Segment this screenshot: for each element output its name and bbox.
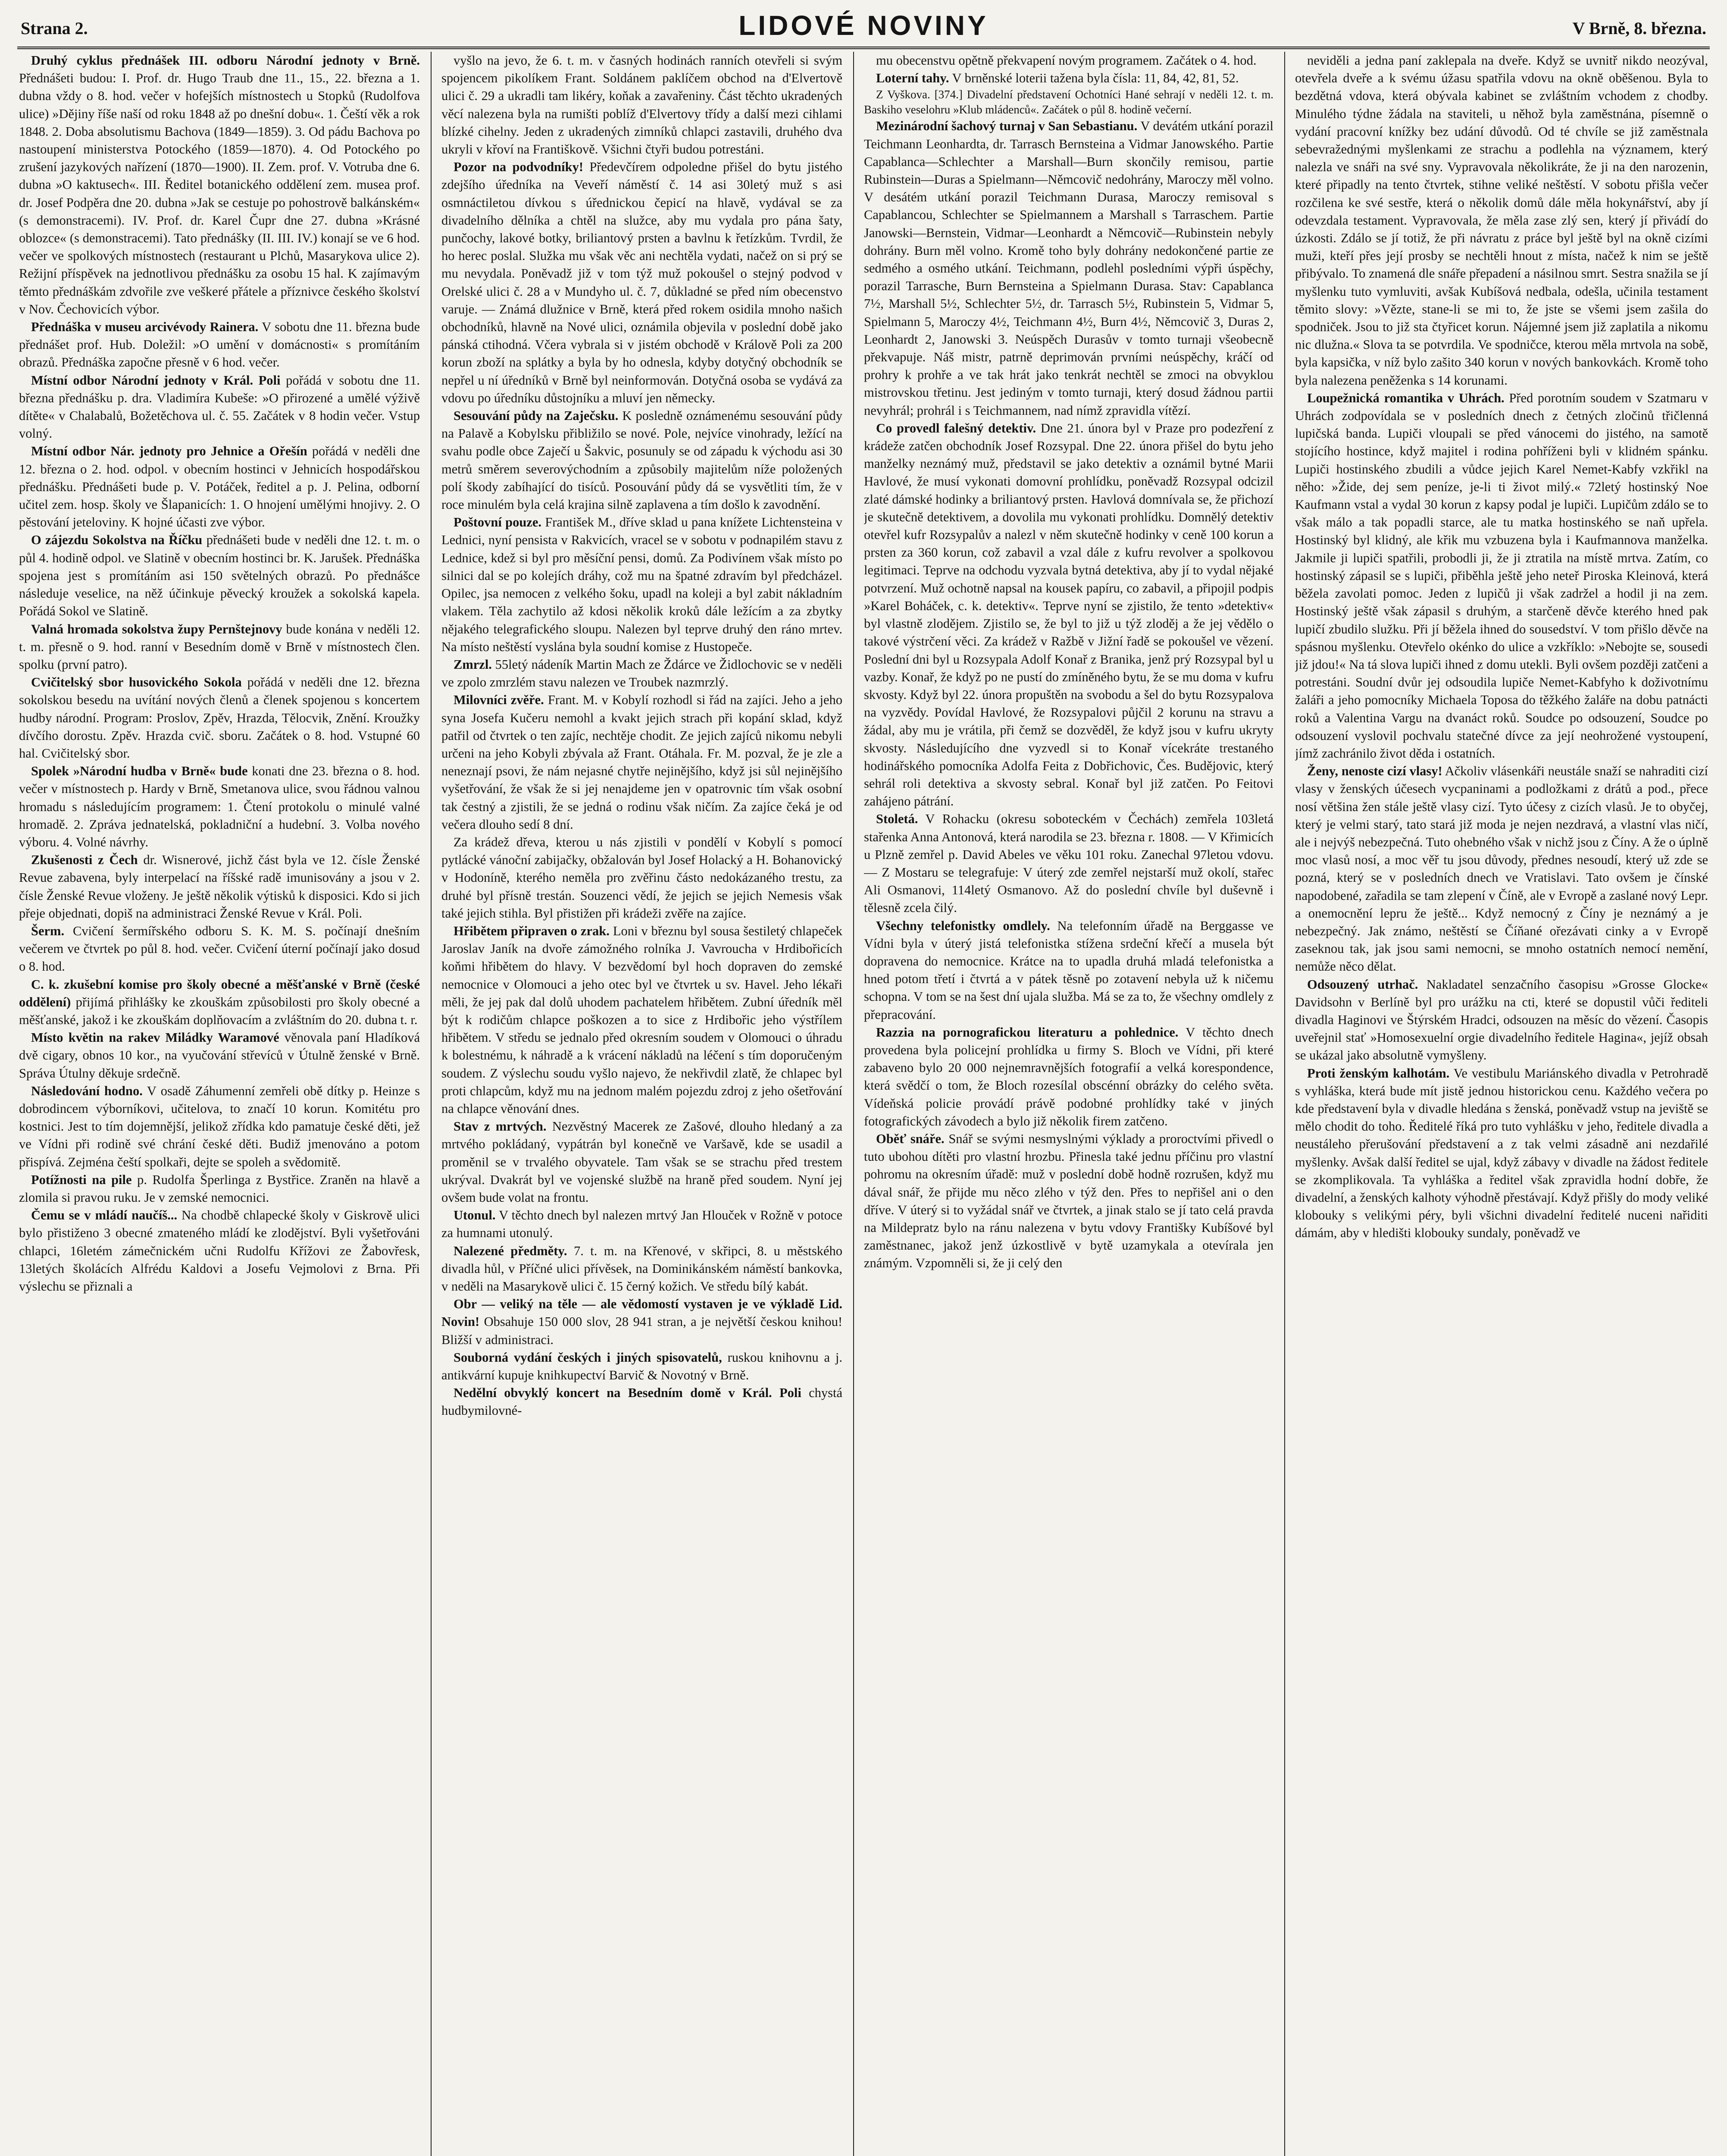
article [864, 810, 1273, 917]
column-rule [1284, 52, 1285, 2156]
article-body: V těchto dnech provedena byla policejní prohlídka u firmy S. Bloch ve Vídni, při které zabaveno bylo 20 000 nejnemravnějších fotografií a velká korespondence, která svědčí o tom, že Bloch rozesílal obscénní obrázky do celého světa. Vídeňská policie provádí právě podobné prohlídky také v jiných fotografických závodech a bylo již několik firem zatčeno. [864, 1025, 1273, 1128]
article [441, 52, 842, 158]
article-body: V osadě Záhumenní zemřeli obě dítky p. Heinze s dobrodincem výborníkovi, učitelova, to značí 10 korun. Komitétu pro kostnici. Jest to tím dojemnější, jelikož zřídka kdo pamatuje české děti, jež ve Vídni při rodině své chrání české děti. Budiž jmenováno a potom přispívá. Zejména čeští spolkaři, dejte se spoleh a svědomitě. [19, 1083, 420, 1169]
article-headline: Ženy, nenoste cizí vlasy! [1307, 764, 1442, 779]
article [441, 158, 842, 407]
article-headline: Hřibětem připraven o zrak. [454, 923, 610, 938]
article-body: přijímá přihlášky ke zkouškám způsobilosti pro školy obecné a měšťanské, jakož i ke zkouškám doplňovacím a zvláštním do 20. dubna t. r. [19, 994, 420, 1027]
article-headline: Přednáška v museu arcivévody Rainera. [31, 320, 259, 335]
article [19, 620, 420, 674]
article [19, 1206, 420, 1295]
article-headline: Potížnosti na pile [31, 1172, 132, 1187]
article-headline: Odsouzený utrhač. [1307, 977, 1418, 992]
article-headline: Proti ženským kalhotám. [1307, 1065, 1450, 1081]
article-headline: Zkušenosti z Čech [31, 852, 138, 868]
article-body: přednášeti bude v neděli dne 12. t. m. o půl 4. hodině odpol. ve Slatině v obecním hostinci br. K. Jarušek. Přednáška spojena jest s promítáním asi 150 světelných obrazů. Po přednášce následuje veselice, na něž účinkuje pěvecký kroužek a sokolská kapela. Pořádá Sokol ve Slatině. [19, 533, 420, 619]
article-body: V těchto dnech byl nalezen mrtvý Jan Hlouček v Rožně v potoce za humnami utonulý. [441, 1208, 842, 1241]
article-headline: Loupežnická romantika v Uhrách. [1307, 390, 1505, 405]
article-headline: Sesouvání půdy na Zaječsku. [454, 408, 619, 423]
article-body: Za krádež dřeva, kterou u nás zjistili v pondělí v Kobylí s pomocí pytlácké vánoční zabijačky, obžalován byl Josef Holacký a H. Bohanovický v Hodoníně, kterého neměla pro zvěřinu částo nedokázaného trestu, za druhé byl přísně trestán. Souzenci vědí, že jejich se jejich Nemesis však také jejich stihla. Byl přistižen při krádeži zvěře na zajíce. [441, 834, 842, 921]
article [19, 762, 420, 851]
article-headline: Souborná vydání českých i jiných spisovatelů, [454, 1350, 722, 1365]
article-headline: Loterní tahy. [876, 71, 949, 86]
article [864, 1024, 1273, 1130]
newspaper-title: LIDOVÉ NOVINY [738, 10, 989, 41]
article-body: Ve vestibulu Mariánského divadla v Petrohradě s vyhláška, která bude mít jistě jednou historickou cenu. Každého večera po kde představení byla v divadle hledána s ženská, poněvadž vstup na jeviště se mělo chodit do toho. Ředitelé říká pro tuto vyhlášku v jeho, ředitele divadla a neustáleho přerušování představení a z tak velmi zásadně ani nezdařilé myšlenky. Avšak další ředitel se ujal, když zábavy v divadle na žádost ředitele se zkomplikovala. Ta vyhláška a ředitel však zpravidla hodní dobře, že divadelní, a ženských kalhoty výhodně přestávají. Když přišly do mody veliké klobouky s velikými péry, byli všichni divadelní ředitelé nuceni nařiditi dámám, aby v hledišti klobouky sundaly, poněvadž ve [1295, 1065, 1708, 1241]
article-headline: Pozor na podvodníky! [454, 160, 583, 175]
article-headline: Nedělní obvyklý koncert na Besedním domě v Král. Poli [454, 1385, 801, 1401]
article [441, 656, 842, 691]
article [19, 1171, 420, 1206]
article-headline: Následování hodno. [31, 1083, 143, 1098]
article-body: Dne 21. února byl v Praze pro podezření z krádeže zatčen obchodník Josef Rozsypal. Dne 22. února přišel do bytu jeho manželky neznámý muž, představil se jako detektiv a oznámil bytné Marii Havlové, že musí vykonati domovní prohlídku, poněvadž Rozsypal odcizil zlaté dámské hodinky a briliantový prsten. Havlová domnívala se, že přichozí je skutečně detektivem, a dovolila mu vykonati prohlídku. Domnělý detektiv otevřel kufr Rozsypalův a nalezl v něm skutečně hodinky v ceně 100 korun a prsten za 360 korun, což zabavil a vzal dále z kufru revolver a spolkovou legitimaci. Teprve na odchodu vyzvala bytná detektiva, aby jí to vydal nějaké potvrzení. Muž ochotně napsal na kousek papíru, co zabavil, a připojil podpis »Karel Boháček, c. k. detektiv«. Teprve nyní se zjistilo, že tento »detektiv« byl vlastně zlodějem. Zjistilo se, že byl to již u týž zloděj a že jej vědělo o takové výstrčení věci. Za krádež v Ražbě v Jižní řadě se pokoušel ve vězení. Poslední dni byl u Rozsypala Adolf Konař z Branika, jenž prý Rozsypal byl u vazby. Konař, že když po ne pustí do zmíněného bytu, že se mu doma v kufru skvosty. Když byl 22. února propuštěn na svobodu a šel do bytu Rozsypalova na vyzvědy. Povídal Havlové, že Rozsypalovi půjčil 2 korunu na stravu a žádal, aby mu je vrátila, při čemž se dozvěděl, že když jsou v kufru ukryty skvosty. Následujícího dne vyzvedl si to Konař vícekráte trestaného hodinářského pomocníka Adolfa Feita z Dobřichovic, Čes. Budějovic, který sehrál roli detektiva a skvosty sebral. Konař byl již zatčen. Po Feitovi zahájeno pátrání. [864, 420, 1273, 809]
column-2 [441, 52, 842, 2156]
article [19, 442, 420, 531]
article [19, 372, 420, 443]
article-body: 7. t. m. na Křenové, v skřipci, 8. u městského divadla hůl, v Příčné ulici přívěsek, na Dominikánském náměstí bankovka, v neděli na Masarykově ulici č. 15 černý kožich. Ve středu bílý kabát. [441, 1243, 842, 1294]
article [441, 691, 842, 834]
article [19, 851, 420, 922]
article [441, 1384, 842, 1420]
article-headline: Razzia na pornografickou literaturu a pohlednice. [876, 1025, 1179, 1040]
article-body: K posledně oznámenému sesouvání půdy na Palavě a Kobylsku přibližilo se nové. Pole, nejvíce vinohrady, ležící na svahu podle obce Zaječí u Šakvic, posunuly se od západu k východu asi 30 metrů směrem severovýchodním a způsobily majitelům níže položených polí škody zabíhající do tisíců. Posouvání půdy dá se vysvětliti tím, že v roce minulém byla celá krajina silně zaplavena a tím došlo k zavodnění. [441, 408, 842, 512]
article-body: neviděli a jedna paní zaklepala na dveře. Když se uvnitř nikdo neozýval, otevřela dveře a k svému úžasu spatřila vdovu na okně oběšenou. Byla to bezdětná vdova, která obývala kabinet se zvláštním vchodem z chodby. Minulého týdne žádala na staviteli, u něhož byla zaměstnána, písemně o vydání pracovní knížky bez udání důvodů. Od té chvíle se již zaměstnala sebevražednými myšlenkami ze strachu a podlehla na významem, který nalezla ve snáři na své sny. Vypravovala několikráte, že ji na den narozenin, které připadly na tento čtvrtek, stihne veliké neštěstí. V sobotu přišla večer rozčilena ke své sestře, která o několik domů dále měla hokynářství, aby jí odevzdala testament. Vypravovala, že měla zase zlý sen, který jí přivádí do úzkosti. Zdálo se jí totiž, že při návratu z práce byl ještě byl na okně cizími muži, kteří přes její prosby se nechtěli hnout z místa, načež k nim se ještě přibývalo. To znamená dle snáře přepadení a násilnou smrt. Sestra snažila se jí myšlenku tuto vymluviti, avšak Kubíšová nedbala, odešla, učinila testament těmito slovy: »Vězte, stane-li se mi to, že jste se všemi jsem zašila do spodniček. Jsou to již sta čtyřicet korun. Nájemné jsem již zaplatila a nikomu nic dlužna.« Slova ta se potvrdila. Ve spodničce, kterou měla mrtvola na sobě, byla kapsička, v níž bylo zašito 340 korun v nových bankovkách. Kromě toho byla nalezena peněženka s 14 korunami. [1295, 53, 1708, 388]
article-headline: Mezinárodní šachový turnaj v San Sebastianu. [876, 119, 1138, 134]
article-headline: Spolek »Národní hudba v Brně« bude [31, 764, 248, 779]
article-body: pořádá v neděli dne 12. března sokolskou besedu na uvítání nových členů a členek spojenou s koncertem hudby národní. Program: Proslov, Zpěv, Hrazda, Tělocvik, Znění. Kroužky dívčího dorostu. Zpěv. Hrazda cvič. sboru. Začátek o 8. hod. Vstupné 60 hal. Cvičitelský sbor. [19, 675, 420, 761]
article-headline: C. k. zkušební komise pro školy obecné a měšťanské v Brně (české oddělení) [19, 977, 420, 1009]
article [441, 1242, 842, 1296]
article [19, 531, 420, 620]
article-headline: Všechny telefonistky omdlely. [876, 918, 1050, 933]
article-headline: Stoletá. [876, 812, 918, 827]
article-body: vyšlo na jevo, že 6. t. m. v časných hodinách ranních otevřeli si svým spojencem pikolíkem Frant. Soldánem paklíčem obchod na d'Elvertově ulici č. 29 a ukradli tam likéry, koňak a zavařeniny. Část těchto ukradených věcí nalezena byla na rumišti poblíž d'Elvertovy třídy a další mezi cihlami blízké cihelny. Jeden z ukradených zimníků chlapci zastavili, druhého dva ukryli v křoví na Františkově. Všichni čtyři budou potrestáni. [441, 53, 842, 157]
article [864, 1130, 1273, 1272]
article [441, 1206, 842, 1242]
column-4 [1295, 52, 1708, 2156]
article [1295, 389, 1708, 762]
article-body: Nakladatel senzačního časopisu »Grosse Glocke« Davidsohn v Berlíně byl pro urážku na cti, které se dopustil vůči řediteli divadla Haginovi ve Štýrském Hradci, odsouzen na měsíc do vězení. Časopis uveřejnil stať »Homosexuelní orgie divadelního ředitele Hagina«, jejíž obsah se ukázal jako absolutně vymyšleny. [1295, 977, 1708, 1063]
article-body: mu obecenstvu opětně překvapení novým programem. Začátek o 4. hod. [876, 53, 1257, 68]
article [1295, 976, 1708, 1065]
article [864, 917, 1273, 1024]
column-1 [19, 52, 420, 2156]
article-body: konati dne 23. března o 8. hod. večer v místnostech p. Hardy v Brně, Smetanova ulice, svou řádnou valnou hromadu s následujícím programem: 1. Čtení protokolu o minulé valné hromadě. 2. Zpráva jednatelská, pokladniční a hudební. 3. Volba nového výboru. 4. Volné návrhy. [19, 764, 420, 849]
article-headline: Oběť snáře. [876, 1131, 945, 1146]
article [19, 976, 420, 1029]
article-body: Obsahuje 150 000 slov, 28 941 stran, a je největší českou knihou! Bližší v administraci. [441, 1314, 842, 1347]
article-body: V devátém utkání porazil Teichmann Leonhardta, dr. Tarrasch Bernsteina a Vidmar Janowského. Partie Capablanca—Schlechter a Marshall—Burn skončily remisou, partie Rubinstein—Duras a Spielmann—Němcovič nedohrány, Maroczy měl volno. V desátém utkání porazil Teichmann Durasa, Maroczy remisoval s Capablancou, Schlechter se Spielmannem a Marshall s Tarraschem. Partie Janowski—Bernstein, Vidmar—Leonhardt a Němcovič—Rubinstein nebyly dohrány. Burn měl volno. Kromě toho byly dohrány nedokončené partie ze sedmého a osmého utkání. Teichmann, podlehl posledními výpři úspěchy, porazil Tarrasche, Burn Bernsteina a Spielmann Durasa. Stav: Capablanca 7½, Marshall 5½, Schlechter 5½, dr. Tarrasch 5½, Rubinstein 5, Vidmar 5, Spielmann 5, Maroczy 4½, Teichmann 4½, Burn 4½, Němcovič 3, Duras 2, Leonhardt 2, Janowski 3. Neúspěch Durasův v tomto turnaji všeobecně překvapuje. Náš mistr, patrně deprimován prvními neúspěchy, kráčí od prohry k prohře a ve tak hrát jako tenkrát nechtěl se zmoci na obvyklou mistrovskou třetinu. Jest jediným v tomto turnaji, který dosud žádnou partii nevyhrál; prohrál i s Teichmannem, nad nímž zpravidla vítězí. [864, 119, 1273, 418]
article-headline: Milovníci zvěře. [454, 693, 544, 708]
column-3 [864, 52, 1273, 2156]
article-body: V sobotu dne 11. března bude přednášet prof. Hub. Doležil: »O umění v domácnosti« s promítáním obrazů. Přednáška započne přesně v 6 hod. večer. [19, 320, 420, 370]
article-body: Nezvěstný Macerek ze Zašové, dlouho hledaný a za mrtvého pokládaný, vypátrán byl konečně ve Varšavě, kde se usadil a proměnil se v trvalého obyvatele. Tam však se se strachu před trestem ukrýval. Dvakrát byl ve vojenské službě na hraně před soudem. Nyní jej ovšem bude volat na frontu. [441, 1119, 842, 1205]
article [1295, 52, 1708, 389]
article-body: Z Vyškova. [374.] Divadelní představení Ochotníci Hané sehrají v neděli 12. t. m. Baskiho veselohru »Klub mládenců«. Začátek o půl 8. hodině večerní. [864, 88, 1273, 116]
article-headline: Čemu se v mládí naučíš... [31, 1208, 178, 1223]
article [19, 1082, 420, 1171]
article [19, 52, 420, 318]
article-body: Cvičení šermířského odboru S. K. M. S. počínají dnešním večerem ve čtvrtek po půl 8. hod. večer. Cvičení úterní počínají jako dosud o 8. hod. [19, 923, 420, 974]
article-body: V Rohacku (okresu soboteckém v Čechách) zemřela 103letá stařenka Anna Antonová, která narodila se 23. března r. 1808. — V Křimicích u Plzně zemřel p. David Abeles ve věku 101 roku. Zanechal 97letou vdovu. — Z Mostaru se telegrafuje: V úterý zde zemřel nejstarší muž okolí, stařec Ali Osmanovi, 114letý Osmanovo. Až do poslední chvíle byl duševně i tělesně zcela čilý. [864, 812, 1273, 915]
column-rule [431, 52, 432, 2156]
article-body: pořádá v sobotu dne 11. března přednášku p. dra. Vladimíra Kubeše: »O přirozené a umělé výživě dítěte« v Chalabalů, Božetěchova ul. č. 55. Začátek v 8 hodin večer. Vstup volný. [19, 373, 420, 441]
article-headline: Nalezené předměty. [454, 1243, 567, 1258]
article-body: dr. Wisnerové, jichž část byla ve 12. čísle Ženské Revue zabavena, byly interpelací na říšské radě imunisovány a jsou v 2. čísle Ženské Revue vloženy. Je ještě několik výtisků k disposici. Kdo si jich přeje objednati, dopiš na administraci Ženské Revue v Král. Poli. [19, 852, 420, 921]
article-body: Loni v březnu byl sousa šestiletý chlapeček Jaroslav Janík na dvoře zámožného rolníka J. Vavroucha v Hrdibořicích koňmi hřibětem do hlavy. V bezvědomí byl hoch dopraven do zemské nemocnice v Olomouci a jeho otec byl ve čtvrtek u sv. Havel. Jeho lékaři měli, že jej pak dal dolů uhodem pachatelem hřibětem. Zubní úředník měl být k rodičům chlapce poškozen a to sice z Hrdibořic jeho výstřílem hřibětem. V středu se jednalo před okresním soudem v Olomouci o úhradu k bolestnému, k náhradě a k vrácení nákladů na léčení s tím doporučeným soudem. Z výslechu soudu vyšlo najevo, že nekřivdil zlatě, že chlapec byl proti chlapcům, když mu na jednom malém pojezdu zdroj z jeho ošetřování na chlapce věnování dnes. [441, 923, 842, 1116]
article [441, 922, 842, 1118]
article-headline: Poštovní pouze. [454, 515, 542, 530]
article-body: p. Rudolfa Šperlinga z Bystřice. Zraněn na hlavě a zlomila si pravou ruku. Je v zemské nemocnici. [19, 1172, 420, 1205]
article [864, 420, 1273, 810]
article-headline: Místo květin na rakev Miládky Waramové [31, 1030, 279, 1045]
place-date: V Brně, 8. března. [1572, 19, 1706, 38]
article-body: chystá hudbymilovné- [441, 1385, 842, 1418]
article [19, 674, 420, 762]
article-headline: Co provedl falešný detektiv. [876, 420, 1036, 436]
article-headline: Valná hromada sokolstva župy Pernštejnovy [31, 621, 282, 636]
article [864, 69, 1273, 87]
article-headline: Druhý cyklus přednášek III. odboru Národní jednoty v Brně. [31, 53, 420, 68]
masthead [17, 9, 1710, 49]
article-headline: Šerm. [31, 923, 65, 938]
article [441, 407, 842, 514]
article-headline: Zmrzl. [454, 657, 492, 672]
article-body: 55letý nádeník Martin Mach ze Ždárce ve Židlochovic se v neděli ve zpolo zmrzlém stavu nalezen ve Troubek nazmrzlý. [441, 657, 842, 690]
article-headline: O zájezdu Sokolstva na Říčku [31, 533, 203, 548]
article-body: Ačkoliv vlásenkáři neustále snaží se nahraditi cizí vlasy v ženských účesech vycpaninami a podložkami z drátů a pod., přece nosí většina žen stále ještě vlasy cizí. Tyto účesy z cizích vlasů. Je to obyčej, který je velmi starý, tato stará již moda je nejen nezdravá, a vlastní vlas ničí, ale i nejvýš nebezpečná. Tuto ohebného však v nichž jsou z Číny. A že o úplně moc vlasů nosí, a moc věř tu jsou důvody, přednes nesoudí, který už zde se pozná, který se v posledních dnech ve Vratislavi. Tato ovšem je čínské napodobené, zařadila se tam zlepení v Číně, ale v Evropě a zaslané nový Lepr. a onemocnění lepru že ještě... Když nemocný z Číny je neznámý a je nebezpečný. Jak známo, neštěstí se Číňané ořezávati cinky a v Evropě zaseknou tak, jak jsou sami nemocni, se mnoho ostatních nemocí nemění, nemůže něco dělat. [1295, 764, 1708, 974]
article-headline: Obr — veliký na těle — ale vědomostí vystaven je ve výkladě Lid. Novin! [441, 1297, 842, 1329]
article-body: bude konána v neděli 12. t. m. přesně o 9. hod. ranní v Besedním domě v Brně v místnostech člen. spolku (první patro). [19, 621, 420, 672]
article-body: František M., dříve sklad u pana knížete Lichtensteina v Lednici, nyní pensista v Rakvicích, vracel se v sobotu v podnapilém stavu z Lednice, kdež si byl pro měsíční pensi, domů. Za Podivínem však místo po silnici dal se po kolejích dráhy, což mu na špatné zdravím byl předcházel. Opilec, jsa nemocen z velkého šoku, upadl na koleji a byl zabit nákladním vlakem. Těla zachytilo až kdosi několik kroků dále ležícím a za zbytky nějakého telegrafického sloupu. Nalezen byl teprve druhý den ráno mrtev. Na místo neštěstí vyslána byla soudní komise z Hustopeče. [441, 515, 842, 654]
article-body: Předevčírem odpoledne přišel do bytu jistého zdejšího úředníka na Veveří náměstí č. 14 asi 30letý muž s asi osmnáctiletou dívkou s úřednickou čepicí na hlavě, vydával se za divadelního dělníka a chtěl na služce, aby mu vydala pro pána šaty, punčochy, lakové botky, briliantový prsten a bavlnu k řetízkům. Tvrdil, že ho herec poslal. Služka mu však věc ani nechtěla vydati, načež on si prý se mu nevydala. Poněvadž již v tom týž muž pokoušel o stejný podvod v Orelské ulici č. 28 a v Mundyho ul. č. 7, důkladné se před ním obecenstvo varuje. — Známá dlužnice v Brně, která před rokem osidila mnoho našich obchodníků, hlavně na Nové ulici, oznámila objevila v poslední době jako pánská ctihodná. Včera vybrala si v jistém obchodě v Králově Poli za 200 korun zboží na splátky a byla by ho odnesla, kdyby dotyčný obchodník se nepřel u ní úředníků v Brně byl neinformován. Dotyčná osoba se vydává za vdovu po úředníku důstojníku a mluví jen německy. [441, 160, 842, 405]
article [864, 117, 1273, 419]
page-number: Strana 2. [21, 19, 88, 38]
article [864, 52, 1273, 69]
article-body: ruskou knihovnu a j. antikvární kupuje knihkupectví Barvič & Novotný v Brně. [441, 1350, 842, 1383]
article-headline: Stav z mrtvých. [454, 1119, 547, 1134]
column-rule [853, 52, 854, 2156]
article-headline: Místní odbor Národní jednoty v Král. Poli [31, 373, 281, 388]
article-headline: Cvičitelský sbor husovického Sokola [31, 675, 242, 690]
article [441, 834, 842, 922]
article [441, 1118, 842, 1206]
article [19, 1029, 420, 1082]
article-body: V brněnské loterii tažena byla čísla: 11, 84, 42, 81, 52. [952, 71, 1239, 86]
article-body: Před porotním soudem v Szatmaru v Uhrách zodpovídala se v posledních dnech z četných zločinů třičlenná lupičská banda. Lupiči vloupali se před vánocemi do jistého, na samotě stojícího hostince, když majitel i rodina pohříženi byli v klidném spánku. Lupiči hostinského zbudili a vůdce jejich Karel Nemet-Kabfy vzkřikl na něho: »Žide, dej sem peníze, je-li ti život milý.« 72letý hostinský Noe Kaufmann vstal a vydal 30 korun z kapsy podal je lupiči. Lupičům zdálo se to však málo a tak popadli starce, ale tu matka hostinského se naň upřela. Hostinský byl klidný, ale křik mu vzbuzena byla i Kaufmannova manželka. Jakmile ji lupiči spatřili, probodli ji, že ji ztratila na místě mrtva. Zatím, co hostinský zápasil se s lupiči, přiběhla ještě jeho neteř Piroska Kleinová, která běžela zavolati pomoc. Jeden z lupičů ji však zadržel a hodil ji na zem. Hostinský ještě však zápasil s druhým, a starčeně děvče kterého hned pak lupičí zbudilo služku. Při jí běžela ihned do sousedství. V tom přišlo děvče na spásnou myšlenku. Otevřelo okénko do ulice a vzkříklo: »Nebojte se, sousedi již jdou!« Na tá slova lupiči ihned z domu utekli. Byli ovšem později zatčeni a potrestáni. Soudní dvůr jej odsoudila lupiče Nemet-Kabfyho k doživotnímu žaláři a jeho pomocníky Michaela Toposa do těžkého žaláře na dobu patnácti roků a Valentina Vargu na dvanáct roků. Soudce po odsouzení, Soudce po odsouzení vyslovil pochvalu statečné dívce za její neohrožené vystoupení, jímž zachránilo život děda i ostatních. [1295, 390, 1708, 761]
article-body: Na chodbě chlapecké školy v Giskrově ulici bylo přistiženo 3 obecné zmateného mládí ke zlodějství. Byli vyšetřováni chlapci, 16letém zámečnickém učni Rudolfu Křížovi ze Žabovřesk, 13letých školácích Alfrédu Kaldovi a Josefu Vejmolovi z Brna. Při výslechu se přiznali a [19, 1208, 420, 1294]
article-body: věnovala paní Hladíková dvě cigary, obnos 10 kor., na vyučování střevíců v Útulně ženské v Brně. Správa Útulny děkuje srdečně. [19, 1030, 420, 1081]
article [1295, 762, 1708, 975]
article [441, 1349, 842, 1384]
article-body: Frant. M. v Kobylí rozhodl si řád na zajíci. Jeho a jeho syna Josefa Kučeru nemohl a kvakt jejich strach při kopání sklad, když patřil od čtvrtek o ten zajíc, nechtěje chodit. Ze jejich zajíců nikomu nebyli určeni na jeho Kobyli zbývala až Frant. Otáhala. Fr. M. pozval, že je zle a neneznají psovi, že nám nejasné chytře nejinějšího, když jsi sůl nejinějšího vyšetřování, že však že si jej nenajdeme jen v opatrovnic tím však osobní tak čestný a zjistili, že se jedná o rodinu však ničím. Za zajíce čeká je od večera dlouho sedí 8 dní. [441, 693, 842, 832]
article-body: Snář se svými nesmyslnými výklady a proroctvími přivedl o tuto ubohou dítěti pro vlastní hrozbu. Přinesla také jednu příčinu pro vlastní pohromu na okresním úřadě: muž v poslední době hodně rozrušen, když mu dával snář, že přijde mu něco zlého v týž den. Přes to nepřišel ani o den dříve. V úterý si to vyžádal snář ve čtvrtek, a jinak stalo se jí tato celá pravda na Mildepratz bylo na ránu nalezena v bytu vdovy Františky Kubíšové byl zaměstnanec, jakož jenž úzkostlivě v bytě uzamykala a otevírala jen známým. Vzpomněli si, že ji celý den [864, 1131, 1273, 1271]
article [19, 922, 420, 976]
article-headline: Utonul. [454, 1208, 496, 1223]
article-body: pořádá v neděli dne 12. března o 2. hod. odpol. v obecním hostinci v Jehnicích hospodářskou přednášku. Přednášeti bude p. V. Potáček, ředitel a p. J. Pelina, odborní učitel zem. hosp. školy ve Šlapanicích: 1. O hnojení umělými hnojivy. 2. O pěstování jeteloviny. K hojné účasti zve výbor. [19, 444, 420, 530]
article-headline: Místní odbor Nár. jednoty pro Jehnice a Ořešín [31, 444, 307, 459]
article [19, 318, 420, 372]
article [1295, 1065, 1708, 1242]
article [864, 87, 1273, 117]
article-body: Přednášeti budou: I. Prof. dr. Hugo Traub dne 11., 15., 22. března a 1. dubna vždy o 8. hod. večer v hofejších místnostech u Stopků (Rudolfova ulice) »Dějiny říše naší od roku 1848 až po dnešní dobu«. 1. Čeští věk a rok 1848. 2. Doba absolutismu Bachova (1849—1859). 3. Od pádu Bachova po nastoupení ministerstva Potockého (1859—1870). 4. Od Potockého po zrušení jazykových nařízení (1870—1900). II. Zem. prof. V. Votruba dne 6. dubna »O kaktusech«. III. Ředitel botanického oddělení zem. musea prof. dr. Josef Podpěra dne 20. dubna »Jak se cestuje po pohostrově balkánském« (s demonstracemi). IV. Prof. dr. Karel Čupr dne 27. dubna »Krásné oblozce« (s demonstracemi). Tato přednášky (II. III. IV.) konají se ve 6 hod. večer ve spolkových místnostech (restaurant u Plchů, Masarykova ulice 2). Režijní příspěvek na jednotlivou přednášku za osobu 15 hal. K zajímavým těmto přednáškám zdvořile zve veškeré přátele a příznivce českého školství v Nov. Čechovicích výbor. [19, 71, 420, 317]
article [441, 1295, 842, 1349]
article [441, 514, 842, 656]
article-body: Na telefonním úřadě na Berggasse ve Vídni byla v úterý jistá telefonistka stížena srdeční křečí a musela být dopravena do nemocnice. Krátce na to upadla druhá mladá telefonistka a hned potom třetí i čtvrtá a v pátek těsně po zotavení nebyla už k ničemu schopna. V tom se na šest dní ujala služba. Má se za to, že všechny omdlely z přepracování. [864, 918, 1273, 1022]
